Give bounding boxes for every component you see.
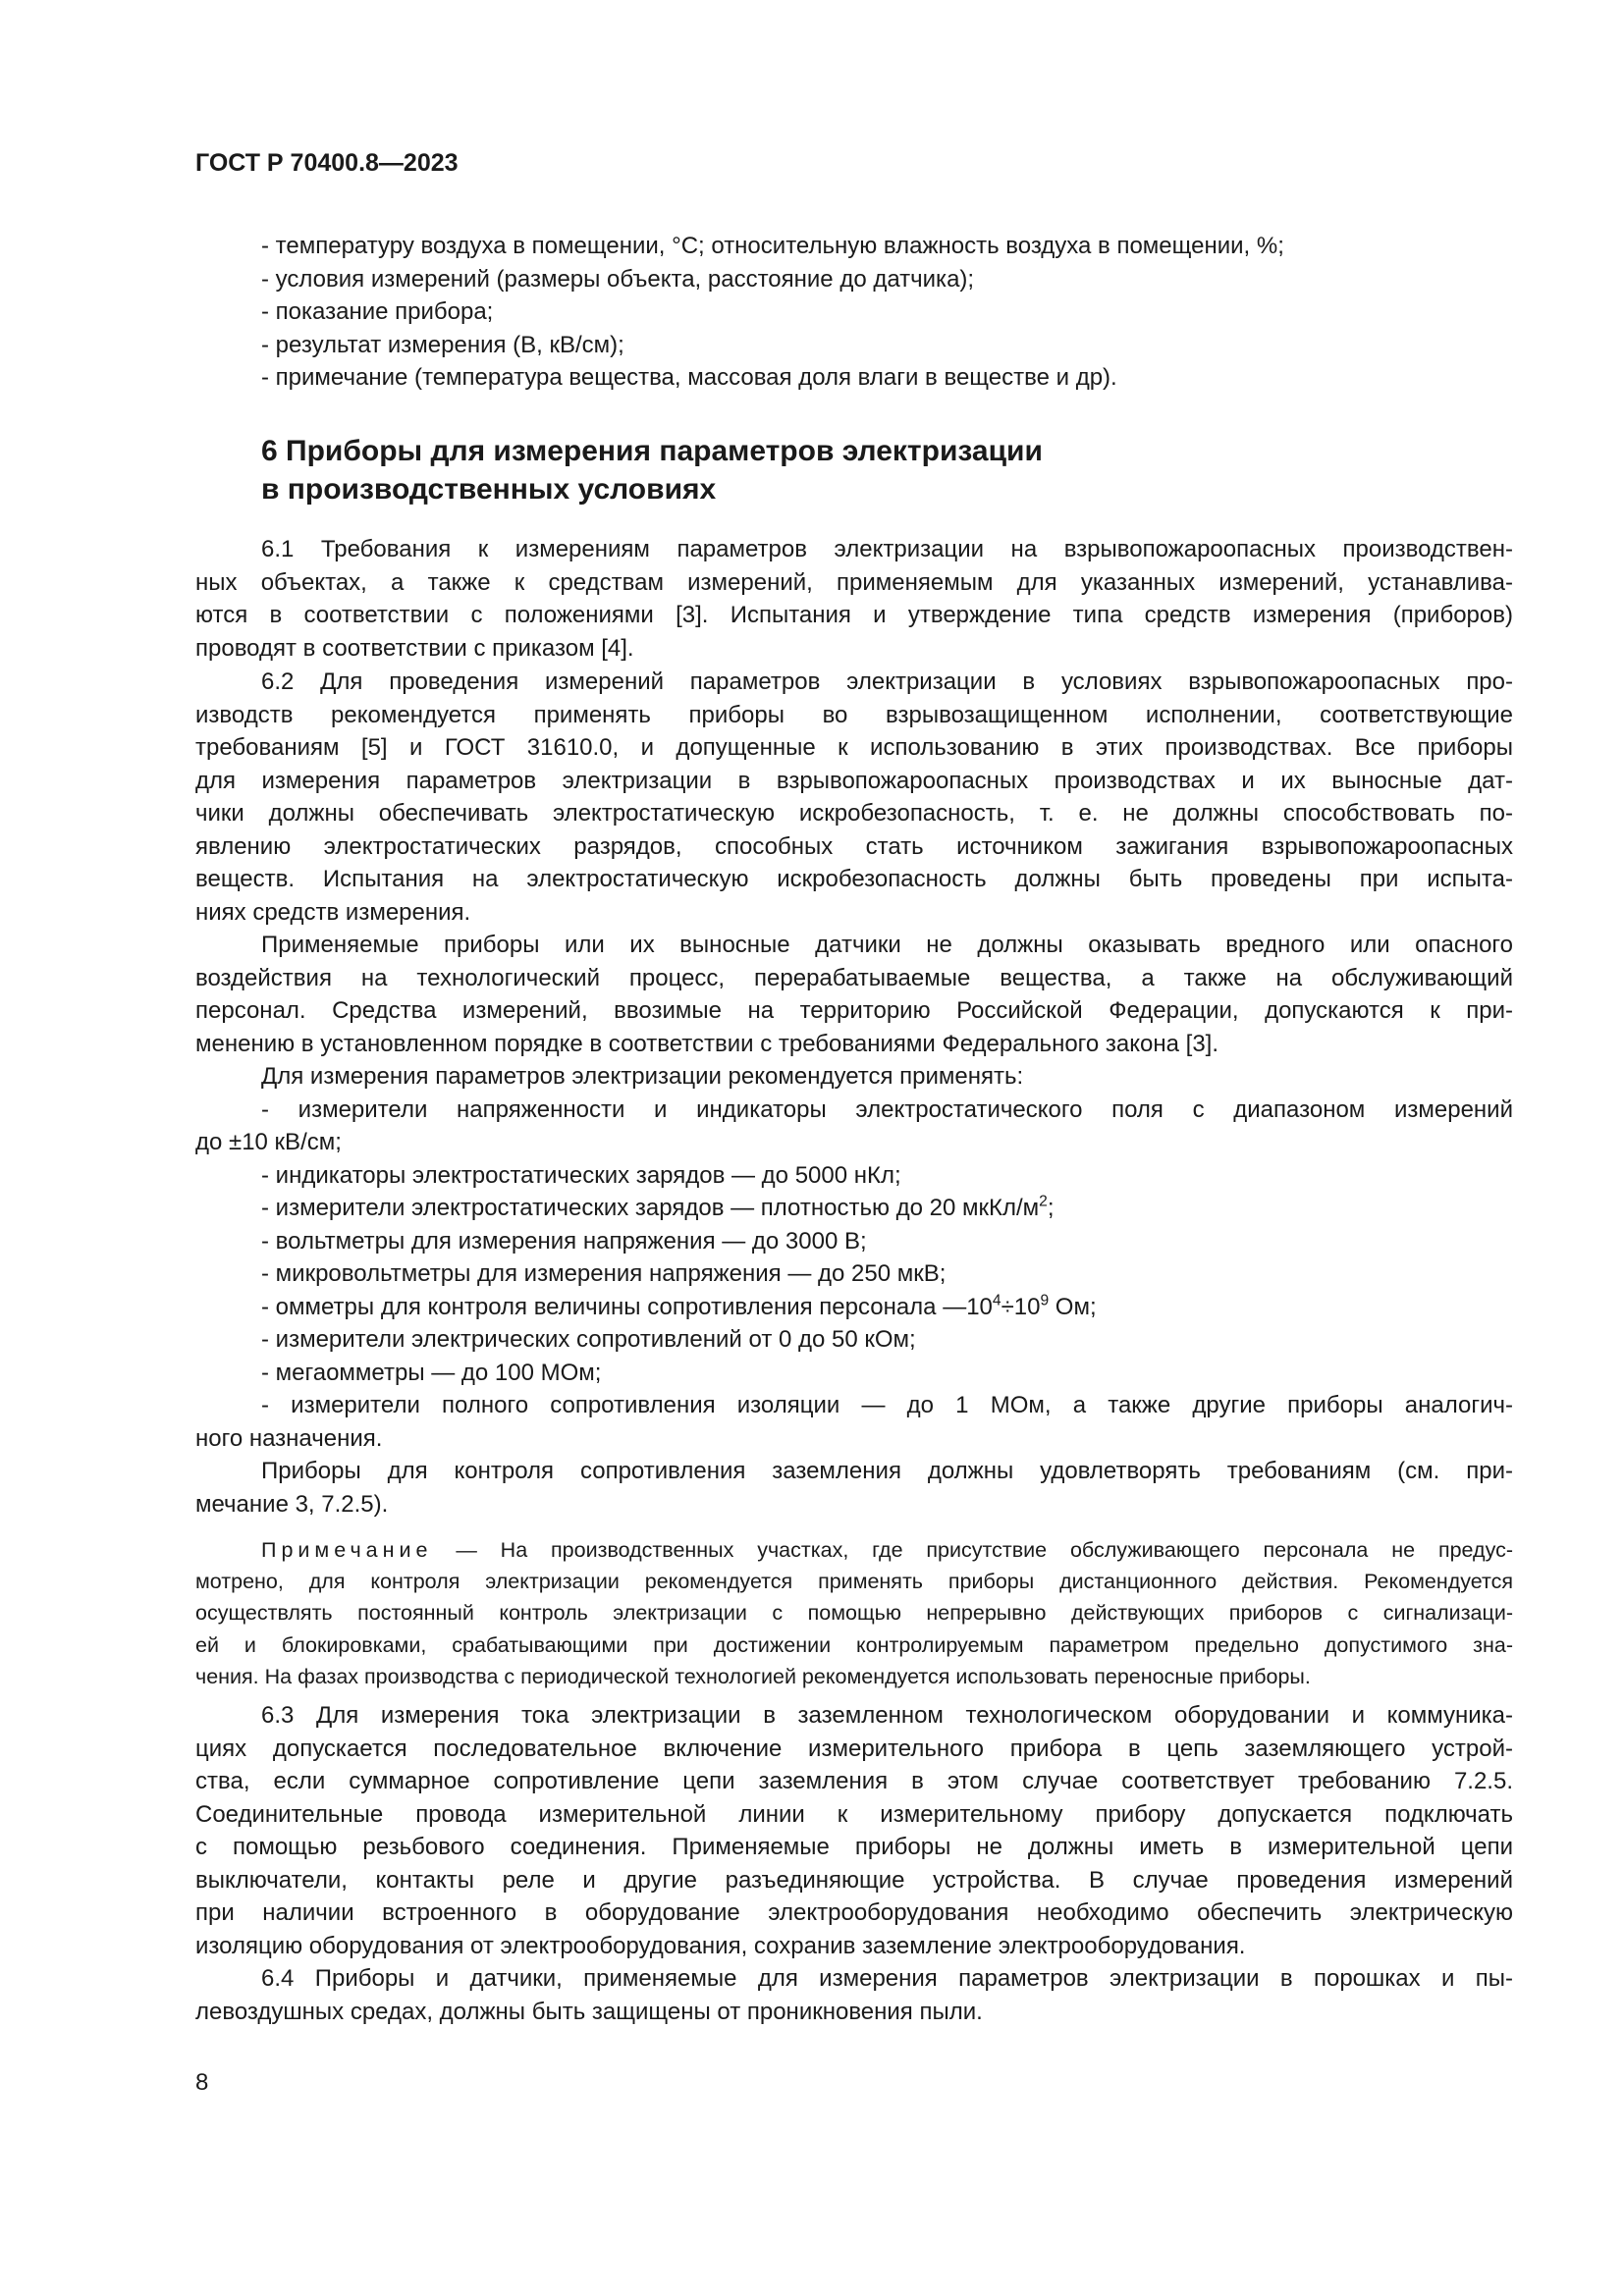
- text-line: [195, 1566, 1513, 1597]
- text-line: [195, 1488, 1513, 1522]
- line-text: чики должны обеспечивать электростатическую искробезопасность, т. е. не должны способствовать по-: [195, 800, 1513, 827]
- line-text: - микровольтметры для измерения напряжения — до 250 мкВ;: [261, 1260, 947, 1287]
- text-line: [195, 1455, 1513, 1488]
- text-line: [195, 1699, 1513, 1733]
- line-text: - измерители электрических сопротивлений от 0 до 50 кОм;: [261, 1326, 916, 1353]
- text-line: [195, 361, 1513, 395]
- text-line: [195, 1798, 1513, 1832]
- line-text: ного назначения.: [195, 1424, 383, 1452]
- line-text: - омметры для контроля величины сопротивления персонала —10: [261, 1293, 993, 1320]
- text-line: [195, 632, 1513, 666]
- line-text: персонал. Средства измерений, ввозимые на территорию Российской Федерации, допускаются к при-: [195, 997, 1513, 1024]
- line-text: циях допускается последовательное включение измерительного прибора в цепь заземляющего устрой-: [195, 1735, 1513, 1762]
- line-text: 6.2 Для проведения измерений параметров электризации в условиях взрывопожароопасных про-: [261, 668, 1513, 695]
- line-text: воздействия на технологический процесс, перерабатываемые вещества, а также на обслуживающий: [195, 964, 1513, 991]
- text-line: [195, 1323, 1513, 1357]
- text-line: [195, 566, 1513, 600]
- line-text: с помощью резьбового соединения. Применяемые приборы не должны иметь в измерительной цепи: [195, 1834, 1513, 1860]
- text-line: [195, 1661, 1513, 1692]
- line-text: левоздушных средах, должны быть защищены от проникновения пыли.: [195, 1998, 983, 2025]
- text-line: [195, 1930, 1513, 1963]
- line-text: изводств рекомендуется применять приборы во взрывозащищенном исполнении, соответствующие: [195, 701, 1513, 728]
- line-text: 6.1 Требования к измерениям параметров электризации на взрывопожароопасных производствен-: [261, 536, 1513, 562]
- line-text: 6.3 Для измерения тока электризации в заземленном технологическом оборудовании и коммуника-: [261, 1702, 1513, 1729]
- para-6-2: [195, 666, 1513, 1521]
- text-line: [195, 962, 1513, 995]
- line-text: веществ. Испытания на электростатическую искробезопасность должны быть проведены при испыта-: [195, 866, 1513, 892]
- line-text: ства, если суммарное сопротивление цепи заземления в этом случае соответствует требованию 7.2.5.: [195, 1768, 1513, 1794]
- line-text: - вольтметры для измерения напряжения — до 3000 В;: [261, 1227, 867, 1255]
- list-top: [195, 230, 1513, 395]
- text-line: [195, 1291, 1513, 1324]
- note-label: Примечание: [261, 1538, 433, 1562]
- text-line: [195, 1422, 1513, 1456]
- section-heading: [261, 432, 1043, 508]
- text-line: [195, 1357, 1513, 1390]
- line-text: ных объектах, а также к средствам измерений, применяемым для указанных измерений, устанавлива-: [195, 568, 1513, 596]
- line-text: менению в установленном порядке в соответствии с требованиями Федерального закона [3].: [195, 1030, 1218, 1057]
- page-number: 8: [195, 2069, 209, 2096]
- line-text: - результат измерения (В, кВ/см);: [261, 331, 624, 358]
- line-text: Применяемые приборы или их выносные датчики не должны оказывать вредного или опасного: [261, 932, 1513, 958]
- line-text: - измерители напряженности и индикаторы электростатического поля с диапазоном измерений: [261, 1095, 1513, 1123]
- text-line: [195, 699, 1513, 732]
- line-text: изоляцию оборудования от электрооборудования, сохранив заземление электрооборудования.: [195, 1932, 1246, 1959]
- text-line: [195, 329, 1513, 362]
- superscript: 9: [1040, 1292, 1050, 1309]
- line-text: мечание 3, 7.2.5).: [195, 1490, 389, 1518]
- text-line: [195, 1389, 1513, 1422]
- line-text: проводят в соответствии с приказом [4].: [195, 634, 634, 662]
- text-line: [195, 1864, 1513, 1897]
- text-line: [195, 765, 1513, 798]
- line-text: - индикаторы электростатических зарядов — до 5000 нКл;: [261, 1161, 901, 1189]
- line-text: для измерения параметров электризации в взрывопожароопасных производствах и их выносные дат-: [195, 767, 1513, 794]
- text-line: [195, 1028, 1513, 1061]
- line-text: ;: [1047, 1195, 1055, 1221]
- para-6-1: [195, 533, 1513, 665]
- text-line: [195, 863, 1513, 896]
- text-line: [195, 1257, 1513, 1291]
- text-line: [195, 666, 1513, 699]
- text-line: [195, 994, 1513, 1028]
- text-line: [195, 1996, 1513, 2029]
- text-line: [195, 797, 1513, 830]
- text-line: [195, 263, 1513, 296]
- line-text: ются в соответствии с положениями [3]. Испытания и утверждение типа средств измерения (приборов): [195, 602, 1513, 628]
- text-line: [195, 1094, 1513, 1127]
- line-text: - условия измерений (размеры объекта, расстояние до датчика);: [261, 265, 975, 293]
- line-text: - измерители полного сопротивления изоляции — до 1 МОм, а также другие приборы аналогич-: [261, 1392, 1513, 1418]
- text-line: [195, 731, 1513, 765]
- line-text: - мегаомметры — до 100 МОм;: [261, 1359, 602, 1386]
- line-text: осуществлять постоянный контроль электризации с помощью непрерывно действующих приборов с сигнализаци-: [195, 1601, 1513, 1626]
- line-text: - температуру воздуха в помещении, °С; относительную влажность воздуха в помещении, %;: [261, 233, 1284, 259]
- text-line: [195, 533, 1513, 566]
- text-line: [195, 1192, 1513, 1225]
- line-text: - показание прибора;: [261, 298, 494, 325]
- text-line: [195, 929, 1513, 962]
- text-line: [195, 1831, 1513, 1864]
- line-text: мотрено, для контроля электризации рекомендуется применять приборы дистанционного действия. Рекомендуется: [195, 1570, 1513, 1594]
- text-line: [195, 896, 1513, 930]
- line-text: до ±10 кВ/см;: [195, 1129, 342, 1155]
- line-text: чения. На фазах производства с периодической технологией рекомендуется использовать переносные приборы.: [195, 1664, 1311, 1688]
- line-text: ниях средств измерения.: [195, 898, 471, 926]
- text-line: [195, 599, 1513, 632]
- text-line: [195, 830, 1513, 864]
- text-line: [195, 1896, 1513, 1930]
- line-text: Приборы для контроля сопротивления заземления должны удовлетворять требованиям (см. при-: [261, 1458, 1513, 1484]
- superscript: 4: [992, 1292, 1001, 1309]
- line-text: требованиям [5] и ГОСТ 31610.0, и допущенные к использованию в этих производствах. Все приборы: [195, 734, 1513, 761]
- section-heading-line: в производственных условиях: [261, 473, 717, 506]
- line-text: Ом;: [1049, 1293, 1097, 1320]
- text-line: [195, 1629, 1513, 1661]
- text-line: [195, 1534, 1513, 1566]
- line-text: ÷10: [1001, 1293, 1041, 1320]
- line-text: явлению электростатических разрядов, способных стать источником зажигания взрывопожароопасных: [195, 832, 1513, 860]
- para-6-3: [195, 1699, 1513, 2028]
- line-text: Для измерения параметров электризации рекомендуется применять:: [261, 1063, 1024, 1090]
- document-header: ГОСТ Р 70400.8—2023: [195, 149, 459, 177]
- line-text: ей и блокировками, срабатывающими при достижении контролируемым параметром предельно допустимого зна-: [195, 1632, 1513, 1657]
- note: [195, 1534, 1513, 1692]
- text-line: [195, 1225, 1513, 1258]
- line-text: при наличии встроенного в оборудование электрооборудования необходимо обеспечить электрическую: [195, 1899, 1513, 1926]
- text-line: [195, 230, 1513, 263]
- line-text: - примечание (температура вещества, массовая доля влаги в веществе и др).: [261, 364, 1117, 391]
- text-line: [195, 1597, 1513, 1629]
- section-heading-line: 6 Приборы для измерения параметров электризации: [261, 435, 1043, 467]
- superscript: 2: [1039, 1193, 1048, 1210]
- text-line: [195, 1126, 1513, 1159]
- line-text: - измерители электростатических зарядов — плотностью до 20 мкКл/м: [261, 1195, 1040, 1221]
- line-text: выключатели, контакты реле и другие разъединяющие устройства. В случае проведения измерений: [195, 1866, 1513, 1894]
- text-line: [195, 1733, 1513, 1766]
- line-text: 6.4 Приборы и датчики, применяемые для измерения параметров электризации в порошках и пы-: [261, 1965, 1513, 1992]
- text-line: [195, 1060, 1513, 1094]
- line-text: — На производственных участках, где присутствие обслуживающего персонала не предус-: [432, 1538, 1513, 1562]
- text-line: [195, 295, 1513, 329]
- text-line: [195, 1159, 1513, 1193]
- line-text: Соединительные провода измерительной линии к измерительному прибору допускается подключать: [195, 1800, 1513, 1828]
- text-line: [195, 1962, 1513, 1996]
- text-line: [195, 1765, 1513, 1798]
